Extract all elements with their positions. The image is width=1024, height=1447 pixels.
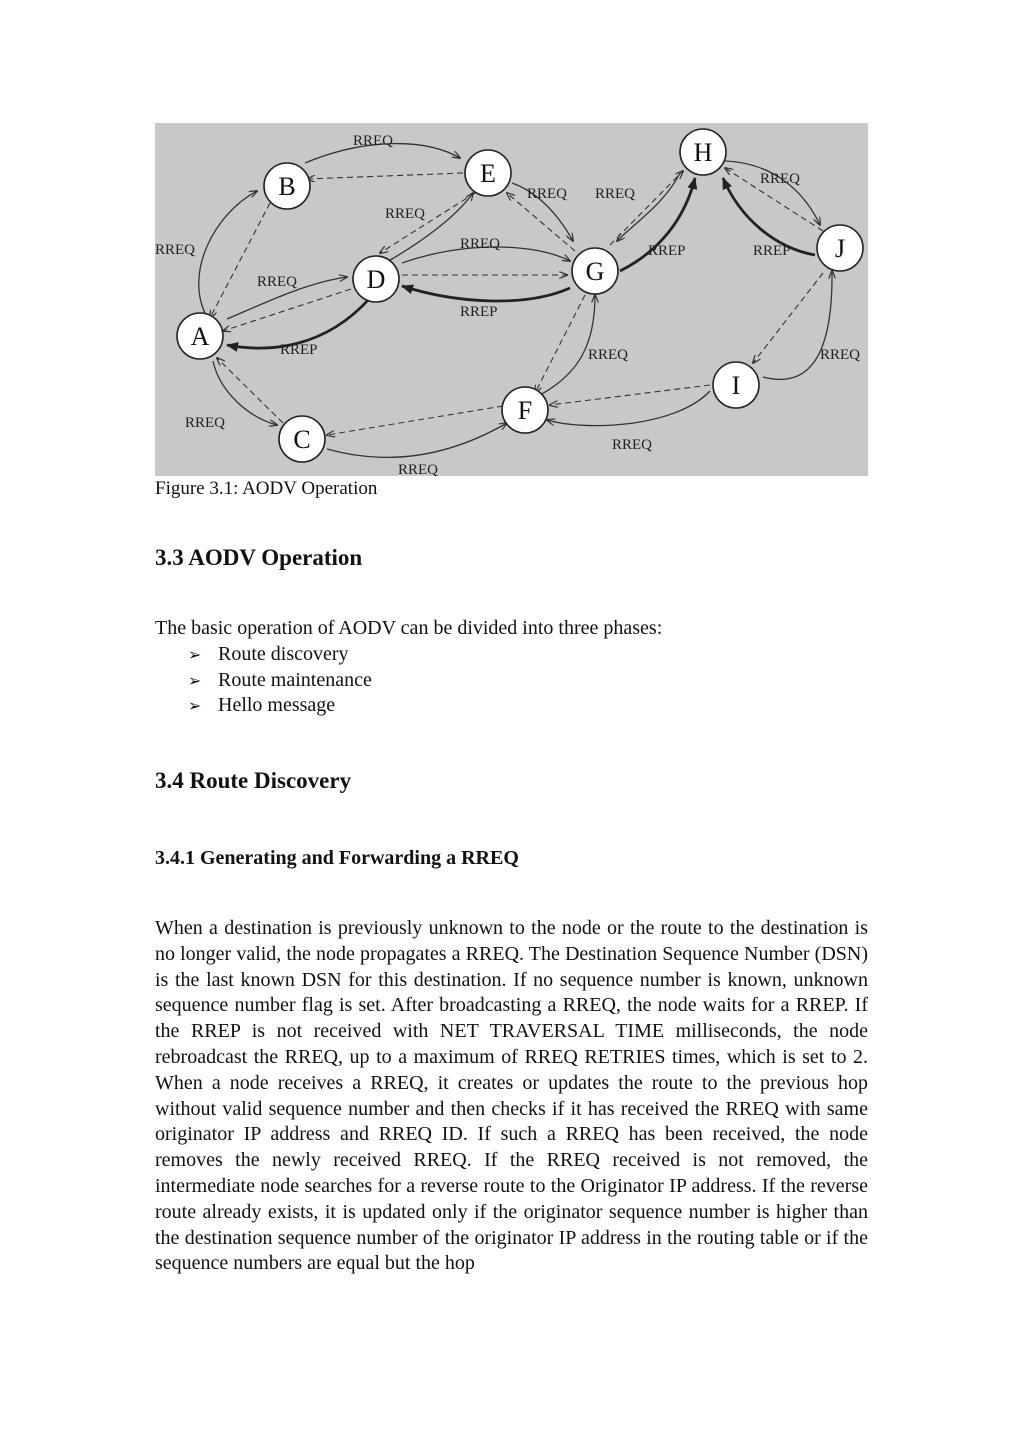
arrow-bullet-icon: ➢	[188, 672, 202, 690]
edge-i-f-rreq	[547, 391, 710, 426]
edge-dash-f-c	[327, 406, 503, 435]
label-rreq-f-g: RREQ	[588, 347, 629, 363]
label-rrep-j-h: RREP	[753, 243, 791, 259]
phase-label: Route maintenance	[218, 668, 372, 691]
section-heading-aodv-operation: 3.3 AODV Operation	[155, 545, 363, 570]
node-a	[177, 313, 223, 359]
node-c-label: C	[293, 425, 311, 454]
node-b-label: B	[278, 172, 296, 201]
node-c	[279, 416, 325, 462]
arrow-bullet-icon: ➢	[188, 647, 202, 664]
node-i-label: I	[731, 371, 741, 400]
node-f-label: F	[517, 396, 533, 425]
edge-dash-g-h	[610, 171, 683, 245]
node-e-label: E	[480, 159, 496, 188]
aodv-diagram	[155, 123, 868, 476]
subsection-heading-generating-rreq: 3.4.1 Generating and Forwarding a RREQ	[155, 847, 519, 869]
label-rreq-a-c: RREQ	[185, 415, 226, 431]
edge-dash-d-a	[223, 289, 351, 331]
figure-caption: Figure 3.1: AODV Operation	[155, 478, 378, 499]
node-g	[572, 248, 618, 294]
edge-d-a-rrep	[227, 298, 370, 348]
node-e	[465, 150, 511, 196]
intro-text: The basic operation of AODV can be divided into three phases:	[155, 617, 663, 639]
label-rrep-d-a: RREP	[280, 342, 318, 358]
node-b	[264, 163, 310, 209]
label-rreq-h-g: RREQ	[595, 186, 636, 202]
label-rreq-a-b: RREQ	[155, 242, 196, 258]
edge-d-e-rreq	[385, 193, 473, 263]
list-item	[188, 668, 372, 694]
node-d	[353, 256, 399, 302]
node-h-label: H	[693, 138, 713, 167]
node-j-label: J	[834, 234, 846, 263]
phases-list	[188, 642, 372, 719]
node-h	[680, 129, 726, 175]
edge-i-j-rreq	[763, 271, 832, 379]
label-rreq-i-f: RREQ	[612, 437, 653, 453]
body-paragraph: When a destination is previously unknown to the node or the route to the destination is no longer valid, the node propagates a RREQ. The Destination Sequence Number (DSN) is the last known DSN for this destination. If no sequence number is known, unknown sequence number flag is set. After broadcasting a RREQ, the node waits for a RREP. If the RREP is not received with NET TRAVERSAL TIME milliseconds, the node rebroadcast the RREQ, up to a maximum of RREQ RETRIES times, which is set to 2. When a node receives a RREQ, it creates or updates the route to the previous hop without valid sequence number and then checks if it has received the RREQ with same originator IP address and RREQ ID. If such a RREQ has been received, the node removes the newly received RREQ. If the RREQ received is not removed, the intermediate node searches for a reverse route to the Originator IP address. If the reverse route already exists, it is updated only if the originator sequence number is higher than the destination sequence number of the originator IP address in the routing table or if the sequence numbers are equal but the hop	[155, 917, 868, 1275]
edge-dash-i-f	[550, 385, 710, 405]
label-rreq-d-e: RREQ	[385, 206, 426, 222]
node-i	[713, 362, 759, 408]
node-g-label: G	[585, 257, 605, 286]
aodv-diagram-svg	[155, 123, 868, 476]
edge-f-g-rreq	[540, 295, 595, 395]
node-a-label: A	[190, 322, 210, 351]
list-item	[188, 642, 372, 668]
node-j	[817, 225, 863, 271]
label-rreq-b-e: RREQ	[353, 133, 394, 149]
edge-c-f-rreq	[327, 423, 507, 457]
label-rrep-g-h: RREP	[648, 243, 686, 259]
node-d-label: D	[366, 265, 386, 294]
edge-a-b-rreq	[199, 191, 257, 317]
label-rrep-g-d: RREP	[460, 304, 498, 320]
label-rreq-i-j: RREQ	[820, 347, 861, 363]
node-f	[502, 387, 548, 433]
arrow-bullet-icon: ➢	[188, 698, 202, 715]
edge-dash-j-i	[753, 273, 823, 363]
phase-label: Hello message	[218, 694, 336, 716]
edge-dash-e-b	[307, 173, 463, 179]
phase-label: Route discovery	[218, 643, 349, 665]
edge-dash-b-a	[210, 203, 270, 318]
edge-g-d-rrep	[402, 286, 570, 301]
label-rreq-e-g: RREQ	[527, 186, 568, 202]
label-rreq-c-f: RREQ	[398, 462, 439, 476]
section-heading-route-discovery: 3.4 Route Discovery	[155, 768, 352, 793]
list-item	[188, 693, 372, 719]
label-rreq-d-g: RREQ	[460, 236, 501, 252]
label-rreq-h-j: RREQ	[760, 171, 801, 187]
edge-dash-g-f	[535, 295, 585, 393]
label-rreq-a-d: RREQ	[257, 274, 298, 290]
